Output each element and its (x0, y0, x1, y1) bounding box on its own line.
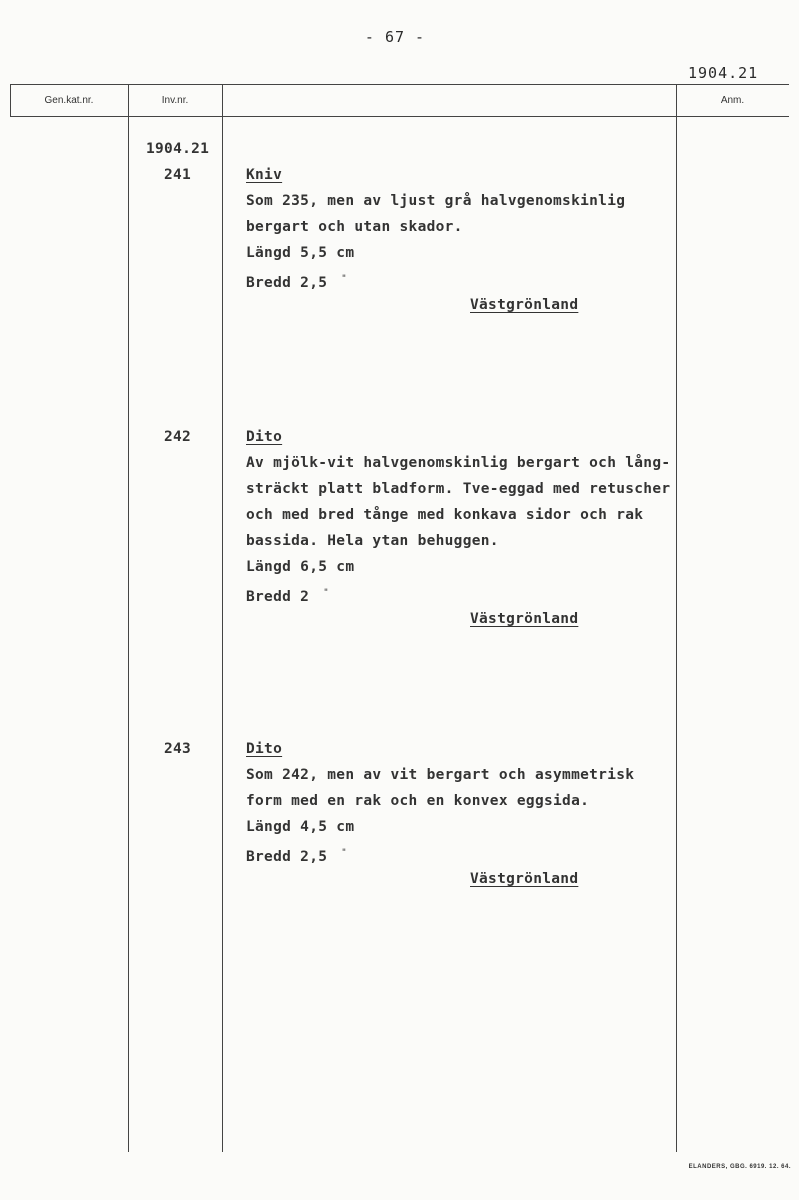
entry-title: Dito (246, 741, 283, 757)
entry-line: bergart och utan skador. (246, 219, 463, 235)
entry-place: Västgrönland (470, 297, 579, 313)
entry-number: 242 (164, 429, 192, 445)
entry-line: Längd 6,5 cm (246, 559, 355, 575)
entry-title: Kniv (246, 167, 283, 183)
group-label: 1904.21 (146, 141, 210, 157)
header-inv-nr: Inv.nr. (161, 95, 189, 106)
entry-line: Längd 5,5 cm (246, 245, 355, 261)
ditto-mark: " (341, 848, 347, 858)
header-gen-kat-nr: Gen.kat.nr. (44, 95, 94, 106)
entry-line: form med en rak och en konvex eggsida. (246, 793, 590, 809)
entry-body (246, 736, 634, 870)
table-top-rule (10, 84, 789, 85)
entry-place: Västgrönland (470, 871, 579, 887)
width-text: Bredd 2,5 (246, 274, 328, 291)
entry-width-line (246, 580, 670, 610)
entry-number: 241 (164, 167, 192, 183)
entry-line: Av mjölk-vit halvgenomskinlig bergart och lång- (246, 455, 671, 471)
width-text: Bredd 2 (246, 588, 310, 605)
entry-line: Som 242, men av vit bergart och asymmetrisk (246, 767, 635, 783)
printer-mark: ELANDERS, GBG. 6919. 12. 64. (688, 1164, 791, 1170)
entry-place: Västgrönland (470, 611, 579, 627)
column-rule-1 (128, 84, 129, 1152)
width-text: Bredd 2,5 (246, 848, 328, 865)
entry-body (246, 162, 625, 296)
entry-number: 243 (164, 741, 192, 757)
column-rule-3 (676, 84, 677, 1152)
ditto-mark: " (323, 588, 329, 598)
header-bottom-rule (10, 116, 789, 117)
page-number: - 67 - (364, 28, 426, 46)
header-anm: Anm. (720, 95, 745, 106)
entry-body (246, 424, 670, 610)
entry-line: Som 235, men av ljust grå halvgenomskinlig (246, 193, 626, 209)
entry-line: bassida. Hela ytan behuggen. (246, 533, 499, 549)
entry-title: Dito (246, 429, 283, 445)
entry-line: Längd 4,5 cm (246, 819, 355, 835)
catalog-reference: 1904.21 (688, 64, 759, 82)
entry-line: och med bred tånge med konkava sidor och rak (246, 507, 644, 523)
entry-line: sträckt platt bladform. Tve-eggad med retuscher (246, 481, 671, 497)
ditto-mark: " (341, 274, 347, 284)
column-rule-2 (222, 84, 223, 1152)
